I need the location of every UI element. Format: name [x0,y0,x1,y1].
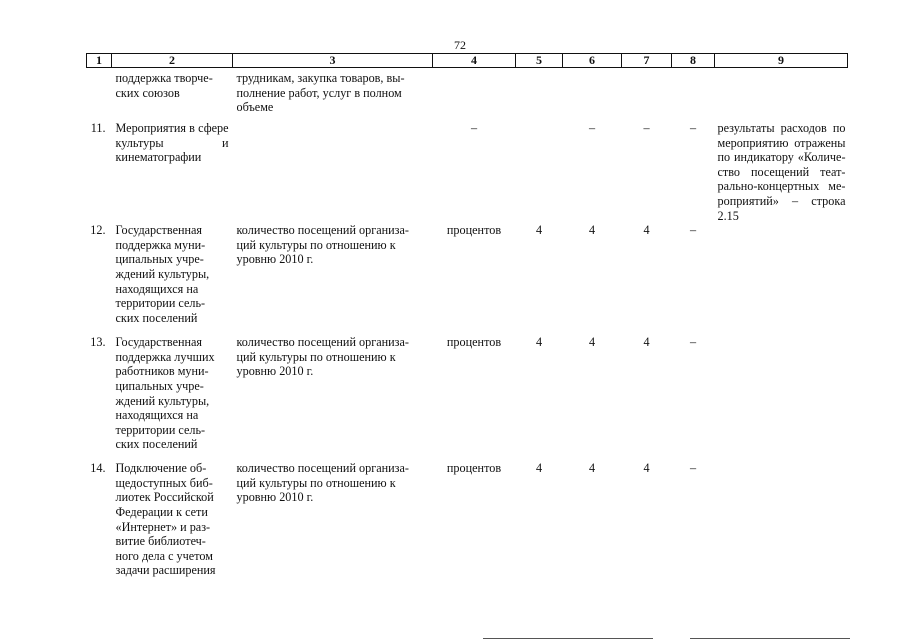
row-number: 13. [90,335,106,350]
value-col5 [516,121,563,223]
indicator-text: трудникам, закупка товаров, вы- полнение работ, услуг в полном объеме [236,71,405,115]
unit-cell: процентов [446,335,502,350]
row-number [87,68,112,122]
value-col6: – [588,121,596,135]
measure-name: поддержка творче- ских союзов [115,71,213,100]
indicator-text [233,121,433,223]
note-cell [715,223,848,335]
page-number: 72 [454,38,466,52]
row-number: 12. [90,223,106,238]
col-header-9: 9 [715,54,848,68]
indicator-text: количество посещений организа- ций культуры по отношению к уровню 2010 г. [236,461,409,505]
scan-edge-line [690,638,850,639]
unit-cell: процентов [446,461,502,476]
header-row [87,54,848,68]
col-header-1: 1 [87,54,112,68]
note-cell [715,335,848,461]
value-col7: 4 [643,461,650,476]
table-row-12 [87,223,848,335]
measure-name: Подключение об- щедоступных биб- лиотек Российской Федерации к сети «Интернет» и раз- витие библиотеч- ного дела с учетом задачи расширения [115,461,216,578]
indicator-text: количество посещений организа- ций культуры по отношению к уровню 2010 г. [236,223,409,267]
col-header-5: 5 [516,54,563,68]
col-header-7: 7 [622,54,672,68]
value-col6: 4 [588,461,596,476]
row-number: 11. [90,121,106,135]
indicators-table [86,53,848,591]
measure-name: Государственная поддержка муни- ципальных учре- ждений культуры, находящихся на территории сель- ских поселений [115,223,210,325]
col-header-2: 2 [112,54,233,68]
scan-edge-line [483,638,653,639]
table-row-continuation [87,68,848,122]
value-col7: – [643,121,650,135]
note-cell: результаты расходов по мероприятию отражены по индикатору «Количе-ство посещений теат-рально-концертных ме-роприятий» – строка 2.15 [717,121,846,223]
value-col7: 4 [643,223,650,238]
value-col8 [672,68,715,122]
indicator-text: количество посещений организа- ций культуры по отношению к уровню 2010 г. [236,335,409,379]
note-cell [715,461,848,591]
value-col8: – [689,335,697,350]
note-cell [715,68,848,122]
unit-cell: процентов [446,223,502,238]
row-number: 14. [90,461,106,476]
col-header-8: 8 [672,54,715,68]
value-col6: 4 [588,223,596,238]
table-row-11 [87,121,848,223]
value-col6: 4 [588,335,596,350]
value-col5: 4 [535,223,543,238]
value-col7: 4 [643,335,650,350]
value-col8: – [689,121,697,135]
measure-name: Государственная поддержка лучших работников муни- ципальных учре- ждений культуры, находящихся на территории сель- ских поселений [115,335,215,452]
value-col7 [622,68,672,122]
col-header-3: 3 [233,54,433,68]
measure-name: Мероприятия в сфере культуры и кинематографии [115,121,229,165]
col-header-4: 4 [433,54,516,68]
value-col5: 4 [535,335,543,350]
col-header-6: 6 [563,54,622,68]
unit-cell: – [470,121,478,135]
value-col6 [563,68,622,122]
value-col5 [516,68,563,122]
table-row-14 [87,461,848,591]
unit-cell [433,68,516,122]
value-col8: – [689,461,697,476]
value-col5: 4 [535,461,543,476]
value-col8: – [689,223,697,238]
table-row-13 [87,335,848,461]
